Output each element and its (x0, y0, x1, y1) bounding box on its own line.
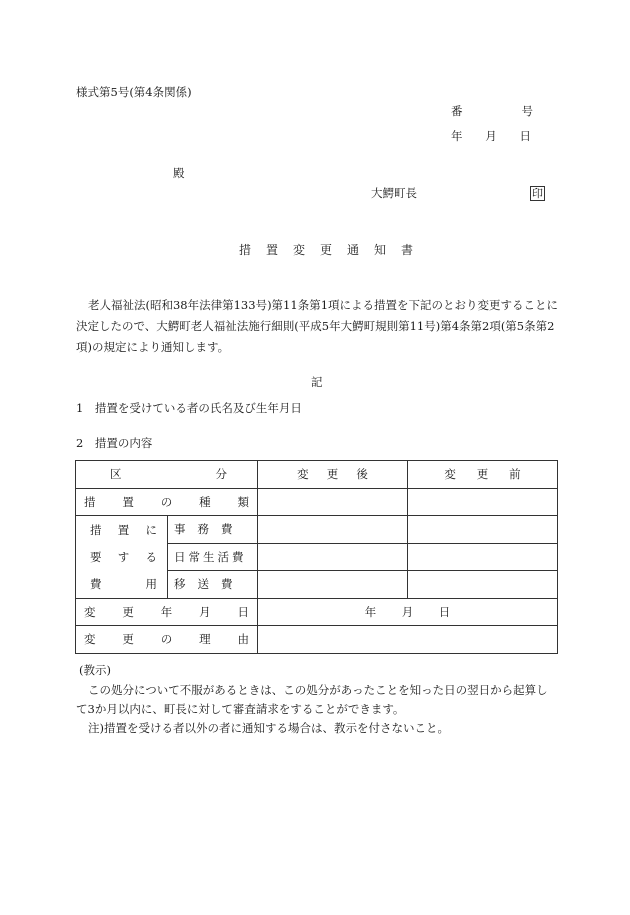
change-reason-value (258, 626, 558, 654)
label-reason-4: 理 (199, 632, 211, 647)
header-category (76, 461, 258, 489)
office-cost-after-cell (258, 516, 408, 544)
label-change-date (76, 598, 258, 626)
label-type-2: 置 (122, 494, 134, 509)
date-day: 日 (519, 129, 531, 143)
table-row-change-date (76, 598, 558, 626)
table-row-office-cost (76, 516, 558, 544)
label-reason-2: 更 (122, 632, 134, 647)
change-date-value (258, 598, 558, 626)
header-after-3: 後 (356, 467, 368, 482)
header-after (258, 461, 408, 489)
label-measure-type (76, 488, 258, 516)
item-1: 1 措置を受けている者の氏名及び生年月日 (76, 401, 302, 415)
living-cost-after-cell (258, 543, 408, 571)
label-type-5: 類 (237, 494, 249, 509)
note-text: 注)措置を受ける者以外の者に通知する場合は、教示を付さないこと。 (88, 721, 449, 735)
label-date-3: 年 (160, 604, 173, 619)
header-before (408, 461, 558, 489)
date-year: 年 (451, 129, 463, 143)
ki-mark: 記 (311, 375, 323, 389)
table-row-reason (76, 626, 558, 654)
label-date-2: 更 (122, 604, 134, 619)
label-type-4: 種 (199, 494, 211, 509)
label-type-3: の (160, 494, 173, 509)
header-category-bun: 分 (215, 467, 227, 482)
cost-group-line-2: 要 す る (90, 549, 157, 564)
item-2: 2 措置の内容 (76, 436, 153, 450)
header-before-1: 変 (444, 467, 456, 482)
header-before-2: 更 (476, 467, 489, 482)
header-after-1: 変 (297, 467, 309, 482)
doc-number-go: 号 (521, 104, 533, 118)
label-date-1: 変 (84, 604, 96, 619)
cost-group-line-3: 費 用 (90, 576, 157, 591)
seal-mark: 印 (532, 187, 543, 200)
table-row-type (76, 488, 558, 516)
label-transport-cost: 移送費 (168, 571, 258, 599)
body-paragraph: 老人福祉法(昭和38年法律第133号)第11条第1項による措置を下記のとおり変更することに決定したので、大鰐町老人福祉法施行細則(平成5年大鰐町規則第11号)第4条第2項(第5条第2項)の規定により通知します。 (76, 298, 559, 354)
transport-cost-before-cell (408, 571, 558, 599)
date-line (451, 131, 531, 143)
label-date-4: 月 (199, 604, 211, 619)
measures-table (75, 460, 558, 654)
cost-group-line-1: 措 置 に (90, 522, 157, 537)
living-cost-before-cell (408, 543, 558, 571)
type-after-cell (258, 488, 408, 516)
notice-heading: (教示) (79, 663, 111, 677)
seal-box (530, 186, 545, 201)
label-date-5: 日 (237, 604, 249, 619)
transport-cost-after-cell (258, 571, 408, 599)
label-change-reason (76, 626, 258, 654)
label-reason-5: 由 (237, 632, 249, 647)
header-before-3: 前 (509, 467, 521, 482)
label-cost-group (76, 516, 168, 599)
table-header-row (76, 461, 558, 489)
header-category-ku: 区 (110, 467, 122, 482)
label-office-cost: 事務費 (168, 516, 258, 544)
document-title: 措置変更通知書 (239, 243, 429, 257)
label-living-cost: 日常生活費 (168, 543, 258, 571)
label-type-1: 措 (84, 494, 96, 509)
header-after-2: 更 (326, 467, 339, 482)
change-date-month: 月 (401, 604, 414, 619)
label-reason-1: 変 (84, 632, 96, 647)
addressee-suffix: 殿 (173, 166, 185, 180)
date-month: 月 (485, 129, 497, 143)
label-reason-3: の (160, 632, 173, 647)
type-before-cell (408, 488, 558, 516)
office-cost-before-cell (408, 516, 558, 544)
form-number: 様式第5号(第4条関係) (76, 85, 192, 99)
doc-number (451, 106, 533, 118)
change-date-day: 日 (438, 604, 451, 619)
doc-number-ban: 番 (451, 104, 463, 118)
change-date-year: 年 (364, 604, 377, 619)
notice-text: この処分について不服があるときは、この処分があったことを知った日の翌日から起算して3か月以内に、町長に対して審査請求をすることができます。 (76, 683, 548, 716)
issuer: 大鰐町長 (371, 186, 417, 200)
